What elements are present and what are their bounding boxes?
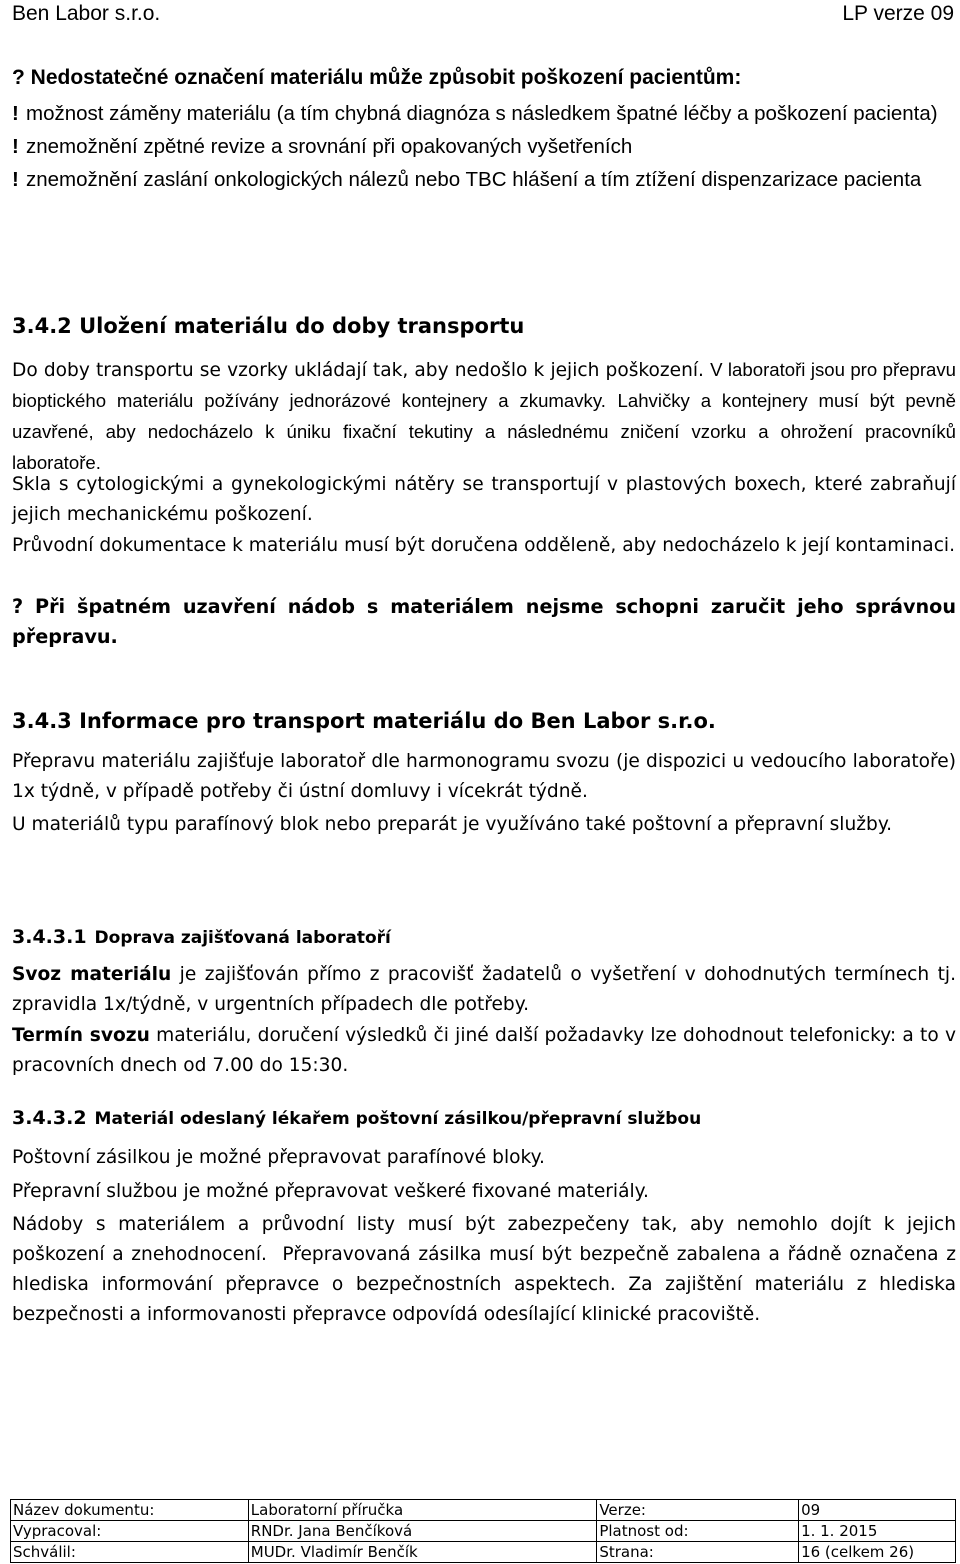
paragraph-text: Nádoby s materiálem a průvodní listy musí být zabezpečeny tak, aby nemohlo dojít k jejich poškození a znehodnocení. — [12, 1214, 956, 1265]
paragraph-emphasis: Svoz materiálu — [12, 964, 172, 985]
table-row — [11, 1500, 956, 1521]
footer-value: 16 (celkem 26) — [799, 1542, 956, 1563]
subsection-heading — [12, 1103, 956, 1135]
subsection-heading — [12, 922, 956, 954]
paragraph: Přepravní službou je možné přepravovat veškeré fixované materiály. — [12, 1181, 649, 1202]
warning-title-text: Nedostatečné označení materiálu může způsobit poškození pacientům: — [30, 66, 742, 89]
paragraph-text: V laboratoři jsou pro přepravu bioptického materiálu požívány jednorázové kontejnery a zkumavky. — [12, 359, 956, 411]
footer-label: Platnost od: — [597, 1521, 799, 1542]
paragraph-text: materiálu, doručení výsledků či jiné další požadavky lze dohodnout telefonicky: a to v pracovních dnech od 7.00 do 15:30. — [12, 1025, 956, 1076]
paragraph — [12, 960, 956, 1020]
paragraph-text: je zajišťován přímo z pracovišť žadatelů o vyšetření v dohodnutých termínech tj. zpravidla 1x/týdně, v urgentních případech dle potřeby. — [12, 964, 956, 1015]
bullet-text: možnost záměny materiálu (a tím chybná diagnóza s následkem špatné léčby a poškození pacienta) — [26, 102, 938, 125]
subsection-number: 3.4.3.2 — [12, 1107, 87, 1129]
footer-label: Název dokumentu: — [11, 1500, 249, 1521]
footer-label: Vypracoval: — [11, 1521, 249, 1542]
footer-value: 1. 1. 2015 — [799, 1521, 956, 1542]
footer-label: Strana: — [597, 1542, 799, 1563]
warning-text: Při špatném uzavření nádob s materiálem nejsme schopni zaručit jeho správnou přepravu. — [12, 595, 956, 648]
subsection-number: 3.4.3.1 — [12, 926, 87, 948]
subsection-title: Doprava zajišťovaná laboratoří — [94, 928, 391, 948]
warning-mark: ? — [12, 595, 24, 618]
bullet-text: znemožnění zpětné revize a srovnání při opakovaných vyšetřeních — [26, 135, 633, 158]
table-row — [11, 1521, 956, 1542]
bullet-text: znemožnění zaslání onkologických nálezů nebo TBC hlášení a tím ztížení dispenzarizace pacienta — [26, 168, 922, 191]
document-footer-table — [10, 1499, 956, 1563]
section-heading: 3.4.2 Uložení materiálu do doby transportu — [12, 314, 525, 338]
footer-value: 09 — [799, 1500, 956, 1521]
warning-mark: ? — [12, 66, 25, 89]
page-header — [12, 2, 954, 32]
footer-label: Verze: — [597, 1500, 799, 1521]
footer-value: MUDr. Vladimír Benčík — [248, 1542, 597, 1563]
footer-value: Laboratorní příručka — [248, 1500, 597, 1521]
warning-bullet-list — [12, 97, 956, 196]
paragraph — [12, 355, 956, 479]
paragraph: Skla s cytologickými a gynekologickými nátěry se transportují v plastových boxech, které zabraňují jejich mechanickému poškození. — [12, 474, 956, 525]
paragraph — [12, 1021, 956, 1081]
paragraph: Průvodní dokumentace k materiálu musí být doručena odděleně, aby nedocházelo k její kontaminaci. — [12, 535, 955, 556]
paragraph-text: Přepravovaná zásilka musí být bezpečně zabalena a řádně označena z hlediska informování přepravce o bezpečnostních aspektech. Za zajištění materiálu z hlediska bezpečnosti a informovanosti přepravce odpovídá odesílající klinické pracoviště. — [12, 1244, 957, 1325]
bullet-item — [12, 163, 956, 196]
subsection-title: Materiál odeslaný lékařem poštovní zásilkou/přepravní službou — [94, 1109, 702, 1129]
bullet-mark: ! — [12, 102, 19, 125]
version-label: LP verze 09 — [842, 2, 954, 25]
paragraph: Poštovní zásilkou je možné přepravovat parafínové bloky. — [12, 1147, 545, 1168]
footer-label: Schválil: — [11, 1542, 249, 1563]
footer-value: RNDr. Jana Benčíková — [248, 1521, 597, 1542]
paragraph: U materiálů typu parafínový blok nebo preparát je využíváno také poštovní a přepravní služby. — [12, 814, 893, 835]
bullet-mark: ! — [12, 135, 19, 158]
warning-paragraph — [12, 592, 956, 652]
table-row — [11, 1542, 956, 1563]
bullet-item — [12, 97, 956, 130]
bullet-item — [12, 130, 956, 163]
paragraph: Přepravu materiálu zajišťuje laboratoř dle harmonogramu svozu (je dispozici u vedoucího laboratoře) 1x týdně, v případě potřeby či ústní domluvy i vícekrát týdně. — [12, 751, 956, 802]
paragraph-text: Do doby transportu se vzorky ukládají tak, aby nedošlo k jejich poškození. — [12, 360, 704, 381]
paragraph-text: Lahvičky a kontejnery musí být pevně uzavřené, aby nedocházelo k úniku fixační tekutiny a následnému zničení vzorku a ohrožení pracovníků laboratoře. — [12, 390, 956, 473]
bullet-mark: ! — [12, 168, 19, 191]
paragraph — [12, 1210, 956, 1330]
section-heading: 3.4.3 Informace pro transport materiálu do Ben Labor s.r.o. — [12, 709, 716, 733]
warning-title — [12, 61, 956, 94]
paragraph-emphasis: Termín svozu — [12, 1025, 150, 1046]
company-name: Ben Labor s.r.o. — [12, 2, 161, 25]
